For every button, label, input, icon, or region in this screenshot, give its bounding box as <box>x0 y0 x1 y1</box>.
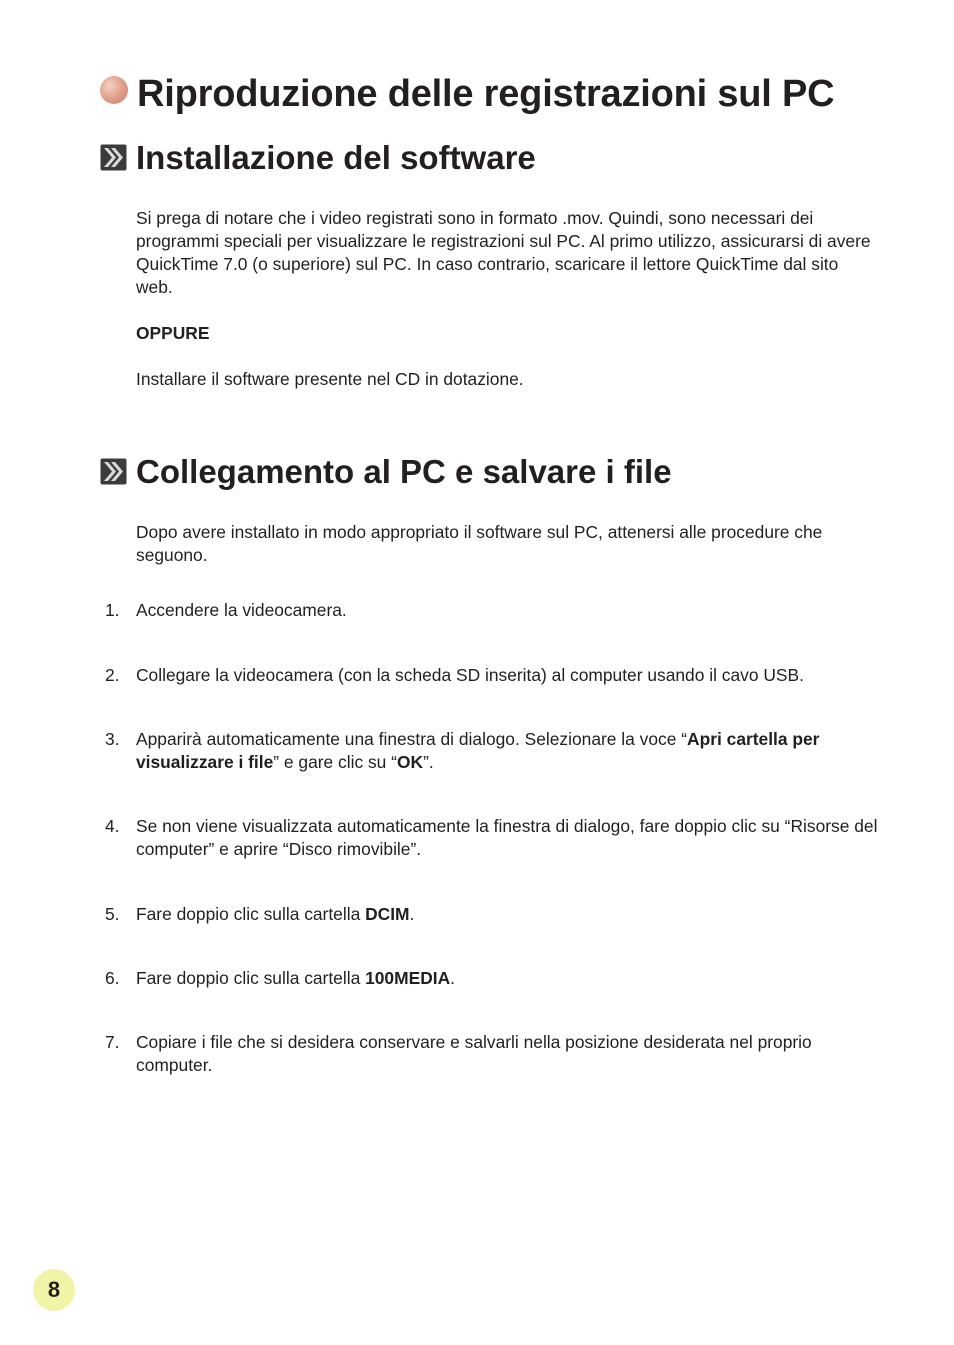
installation-intro: Si prega di notare che i video registrati sono in formato .mov. Quindi, sono necessari dei programmi speciali per visualizzare le registrazioni sul PC. Al primo utilizzo, assicurarsi di avere QuickTime 7.0 (o superiore) sul PC. In caso contrario, scaricare il lettore QuickTime dal sito web. <box>136 208 871 297</box>
page-number: 8 <box>33 1269 75 1311</box>
step-text: Apparirà automaticamente una finestra di dialogo. Selezionare la voce “Apri cartella per visualizzare i file” e gare clic su “OK”. <box>136 729 820 772</box>
section-title-installation <box>100 138 536 178</box>
page-title <box>100 72 834 116</box>
step-text: Accendere la videocamera. <box>136 600 347 620</box>
step-text: Fare doppio clic sulla cartella 100MEDIA. <box>136 968 455 988</box>
folder-name: 100MEDIA <box>365 968 451 988</box>
list-item <box>105 599 885 622</box>
ok-label: OK <box>396 752 424 772</box>
step-number: 7. <box>105 1032 120 1052</box>
step-text: Collegare la videocamera (con la scheda SD inserita) al computer usando il cavo USB. <box>136 665 804 685</box>
step-text: Se non viene visualizzata automaticamente la finestra di dialogo, fare doppio clic su “Risorse del computer” e aprire “Disco rimovibile”. <box>136 816 878 859</box>
step-number: 3. <box>105 729 120 749</box>
installation-alternative: Installare il software presente nel CD in dotazione. <box>136 369 524 389</box>
step-number: 4. <box>105 816 120 836</box>
title-bullet-icon <box>100 76 128 104</box>
list-item <box>105 664 885 687</box>
folder-name: DCIM <box>365 904 410 924</box>
page-title-text: Riproduzione delle registrazioni sul PC <box>137 73 835 115</box>
list-item <box>105 1031 885 1077</box>
step-text: Copiare i file che si desidera conservare e salvarli nella posizione desiderata nel proprio computer. <box>136 1032 812 1075</box>
double-chevron-right-icon <box>100 144 127 171</box>
list-item <box>105 903 885 926</box>
step-number: 6. <box>105 968 120 988</box>
step-number: 1. <box>105 600 120 620</box>
step-number: 2. <box>105 665 120 685</box>
list-item <box>105 967 885 990</box>
or-label: OPPURE <box>136 323 210 343</box>
step-text: Fare doppio clic sulla cartella DCIM. <box>136 904 415 924</box>
section-title-text: Collegamento al PC e salvare i file <box>136 453 672 490</box>
list-item <box>105 728 885 774</box>
list-item <box>105 815 885 861</box>
double-chevron-right-icon <box>100 458 127 485</box>
step-number: 5. <box>105 904 120 924</box>
section-title-text: Installazione del software <box>136 139 536 176</box>
section-title-connection <box>100 452 672 492</box>
connection-intro: Dopo avere installato in modo appropriato il software sul PC, attenersi alle procedure che seguono. <box>136 522 823 565</box>
option-label: Apri cartella per visualizzare i file <box>136 729 820 772</box>
